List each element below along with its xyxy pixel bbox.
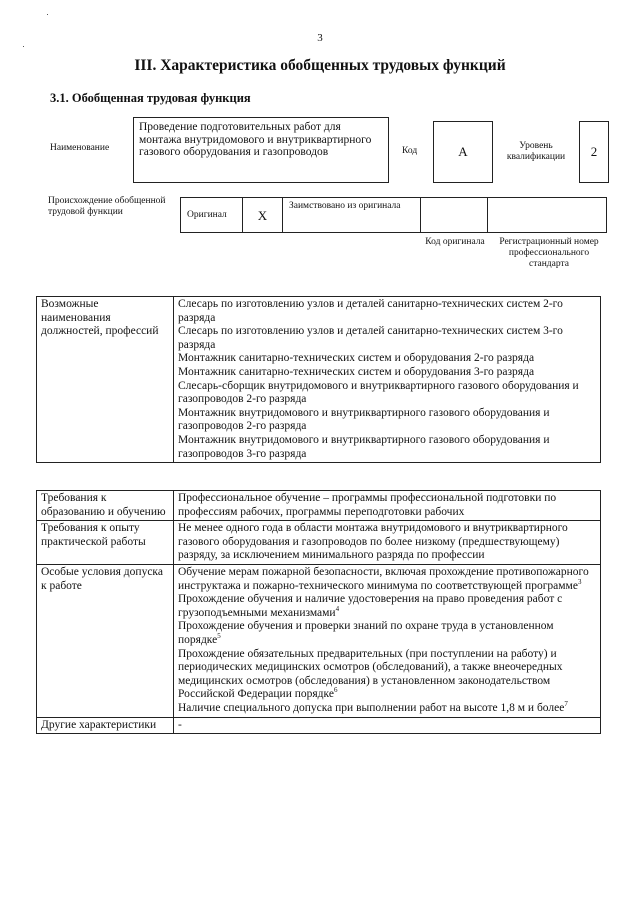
position-item: Монтажник внутридомового и внутриквартирного газового оборудования и газопроводов 3-го разряда [178,433,550,460]
special-condition-item: Наличие специального допуска при выполнении работ на высоте 1,8 м и более$^7$ [178,700,568,714]
position-item: Слесарь по изготовлению узлов и деталей санитарно-технических систем 2-го разряда [178,298,563,324]
footnote-ref: 5 [217,632,221,641]
special-condition-item: Прохождение обучения и наличие удостоверения на право проведения работ с грузоподъемными механизмами$^4$ [178,593,563,619]
special-condition-item: Обучение мерам пожарной безопасности, включая прохождение противопожарного инструктажа и пожарно-технического минимума по соответствующей программе$^3$ [178,565,589,592]
position-item: Слесарь-сборщик внутридомового и внутриквартирного газового оборудования и газопроводов 2-го разряда [178,379,579,406]
position-item: Монтажник внутридомового и внутриквартирного газового оборудования и газопроводов 2-го разряда [178,406,550,433]
code-label: Код [402,146,418,156]
experience-value: Не менее одного года в области монтажа внутридомового и внутриквартирного газового оборудования и газопроводов по более низкому (предшествующему) разряду, за исключением минимального разряда по профессии [174,521,601,565]
section-title: III. Характеристика обобщенных трудовых функций [134,57,506,74]
footnote-ref: 6 [333,686,338,695]
origin-label: Происхождение обобщенной трудовой функции [48,196,166,217]
experience-row [37,521,601,565]
code-value-box: А [433,121,493,183]
function-name-box: Проведение подготовительных работ для монтажа внутридомового и внутриквартирного газового оборудования и газопроводов [133,117,389,183]
education-label: Требования к образованию и обучению [37,491,174,521]
borrowed-label: Заимствовано из оригинала [283,198,421,233]
position-item: Монтажник санитарно-технических систем и оборудования 2-го разряда [178,352,535,365]
qualification-level-label: Уровень квалификации [506,141,566,162]
original-mark: Х [243,198,283,233]
special-conditions-row [37,564,601,717]
special-condition-item: Прохождение обучения и проверки знаний по охране труда в установленном порядке$^5$ [178,620,554,646]
positions-table [36,296,601,463]
other-row [37,717,601,734]
code-original-label: Код оригинала [425,237,485,247]
origin-table [180,197,607,233]
code-original-cell [421,198,488,233]
reg-number-cell [488,198,607,233]
scan-speck [47,14,48,15]
page-number: 3 [317,32,323,44]
special-conditions-label: Особые условия допуска к работе [37,564,174,717]
special-condition-item: Прохождение обязательных предварительных (при поступлении на работу) и периодических медицинских осмотров (обследований), а также внеочередных медицинских осмотров (обследования) в установленном законодательством Российской Федерации порядке$^6$ [178,647,563,701]
other-label: Другие характеристики [37,717,174,734]
requirements-table [36,490,601,734]
education-value: Профессиональное обучение – программы профессиональной подготовки по профессиям рабочих, программы переподготовки рабочих [174,491,601,521]
positions-label: Возможные наименования должностей, профессий [37,297,174,463]
positions-list [174,297,601,463]
position-item: Монтажник санитарно-технических систем и оборудования 3-го разряда [178,365,535,378]
footnote-ref: 4 [335,604,340,613]
name-label: Наименование [50,143,110,153]
footnote-ref: 7 [564,700,568,709]
other-value: - [174,717,601,734]
footnote-ref: 3 [577,577,582,586]
original-label: Оригинал [181,198,243,233]
experience-label: Требования к опыту практической работы [37,521,174,565]
position-item: Слесарь по изготовлению узлов и деталей санитарно-технических систем 3-го разряда [178,325,563,351]
reg-number-label: Регистрационный номер профессионального стандарта [499,237,599,269]
special-conditions-list [174,564,601,717]
subsection-title: 3.1. Обобщенная трудовая функция [50,91,251,105]
qualification-level-box: 2 [579,121,609,183]
scan-speck [23,46,24,47]
education-row [37,491,601,521]
